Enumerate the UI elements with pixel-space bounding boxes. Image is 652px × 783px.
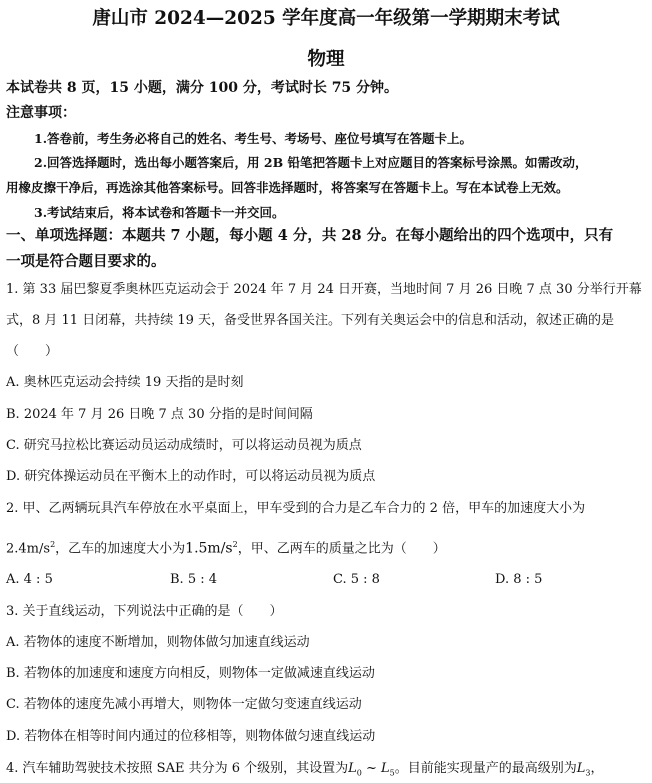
q1-stem-line-2: 式，8 月 11 日闭幕，共持续 19 天，备受世界各国关注。下列有关奥运会中的信息和活动，叙述正确的是 bbox=[6, 313, 615, 328]
q4-l5-sub: 5 bbox=[389, 768, 395, 778]
q2-accel-1-exp: 2 bbox=[50, 540, 56, 549]
q1-stem-line-3: （ ） bbox=[6, 344, 59, 359]
q2-accel-1: 2.4m/s bbox=[6, 541, 51, 557]
q2-stem-line-2 bbox=[6, 536, 446, 558]
q3-option-d: D. 若物体在相等时间内通过的位移相等，则物体做匀速直线运动 bbox=[6, 729, 376, 744]
q3-option-a: A. 若物体的速度不断增加，则物体做匀加速直线运动 bbox=[6, 635, 310, 650]
q2-option-a: A. 4 : 5 bbox=[6, 572, 53, 587]
q2-option-c: C. 5 : 8 bbox=[333, 572, 380, 587]
section-heading: 一、单项选择题：本题共 7 小题，每小题 4 分，共 28 分。在每小题给出的四个选项中，只有 bbox=[6, 227, 614, 244]
q4-level-l5: L bbox=[381, 761, 390, 776]
exam-title: 唐山市 2024—2025 学年度高一年级第一学期期末考试 bbox=[92, 8, 560, 29]
q4-l3-sub: 3 bbox=[585, 768, 591, 778]
notice-title: 注意事项： bbox=[6, 105, 76, 121]
q1-stem-line-1: 1. 第 33 届巴黎夏季奥林匹克运动会于 2024 年 7 月 24 日开赛，当地时间 7 月 26 日晚 7 点 30 分举行开幕 bbox=[6, 282, 642, 297]
q1-option-d: D. 研究体操运动员在平衡木上的动作时，可以将运动员视为质点 bbox=[6, 469, 376, 484]
subject-title: 物理 bbox=[307, 49, 345, 70]
section-heading-cont: 一项是符合题目要求的。 bbox=[6, 253, 166, 270]
q3-option-b: B. 若物体的加速度和速度方向相反，则物体一定做减速直线运动 bbox=[6, 666, 375, 681]
q4-level-l0: L bbox=[348, 761, 357, 776]
q2-stem-end: ，甲、乙两车的质量之比为（ ） bbox=[237, 541, 446, 557]
q3-stem: 3. 关于直线运动，下列说法中正确的是（ ） bbox=[6, 604, 283, 619]
q3-option-c: C. 若物体的速度先减小再增大，则物体一定做匀变速直线运动 bbox=[6, 697, 362, 712]
q4-stem-start: 4. 汽车辅助驾驶技术按照 SAE 共分为 6 个级别，其设置为 bbox=[6, 761, 349, 776]
q1-option-a: A. 奥林匹克运动会持续 19 天指的是时刻 bbox=[6, 375, 244, 390]
q4-l0-sub: 0 bbox=[356, 768, 362, 778]
q1-option-b: B. 2024 年 7 月 26 日晚 7 点 30 分指的是时间间隔 bbox=[6, 407, 313, 422]
q2-stem-line-1: 2. 甲、乙两辆玩具汽车停放在水平桌面上，甲车受到的合力是乙车合力的 2 倍，甲车的加速度大小为 bbox=[6, 501, 586, 516]
notice-item-1: 1.答卷前，考生务必将自己的姓名、考生号、考场号、座位号填写在答题卡上。 bbox=[34, 131, 473, 146]
q2-option-b: B. 5 : 4 bbox=[170, 572, 218, 587]
q2-stem-mid: ，乙车的加速度大小为 bbox=[55, 541, 186, 557]
q2-option-d: D. 8 : 5 bbox=[495, 572, 543, 587]
q1-option-c: C. 研究马拉松比赛运动员运动成绩时，可以将运动员视为质点 bbox=[6, 438, 362, 453]
q4-level-l3: L bbox=[576, 761, 586, 776]
notice-item-3: 3.考试结束后，将本试卷和答题卡一并交回。 bbox=[34, 205, 285, 220]
q4-stem-mid: 。目前能实现量产的最高级别为 bbox=[394, 761, 577, 776]
q2-accel-2-exp: 2 bbox=[232, 540, 238, 549]
q4-stem-end: ， bbox=[590, 761, 604, 776]
notice-item-2: 2.回答选择题时，选出每小题答案后，用 2B 铅笔把答题卡上对应题目的答案标号涂黑。如需改动， bbox=[34, 155, 588, 170]
notice-item-2-cont: 用橡皮擦干净后，再选涂其他答案标号。回答非选择题时，将答案写在答题卡上。写在本试卷上无效。 bbox=[6, 180, 569, 195]
exam-info: 本试卷共 8 页，15 小题，满分 100 分，考试时长 75 分钟。 bbox=[6, 80, 399, 96]
q4-tilde: ~ bbox=[361, 761, 382, 776]
q2-accel-2: 1.5m/s bbox=[185, 540, 233, 557]
q4-stem-line-1 bbox=[6, 760, 604, 783]
